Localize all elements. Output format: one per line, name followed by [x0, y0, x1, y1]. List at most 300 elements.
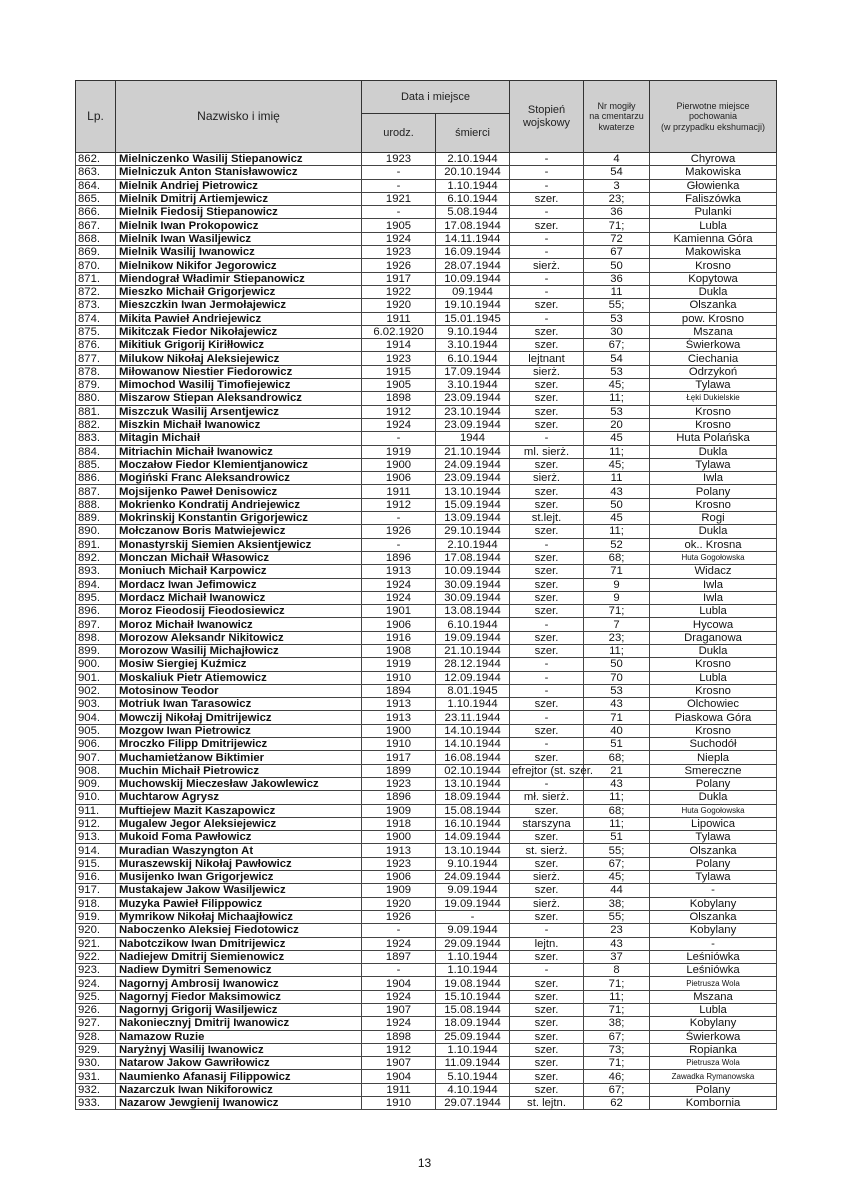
- row-lp: 894.: [76, 578, 116, 591]
- header-name: Nazwisko i imię: [116, 81, 362, 153]
- table-row: [76, 352, 777, 365]
- row-rank: st.lejt.: [510, 512, 584, 525]
- row-original-burial: Krosno: [650, 405, 777, 418]
- row-name: Miszarow Stiepan Aleksandrowicz: [116, 392, 362, 405]
- row-name: Muchtarow Agrysz: [116, 791, 362, 804]
- row-lp: 875.: [76, 325, 116, 338]
- row-name: Mieszko Michaił Grigorjewicz: [116, 285, 362, 298]
- row-original-burial: Polany: [650, 857, 777, 870]
- row-grave: 68;: [584, 804, 650, 817]
- row-lp: 922.: [76, 950, 116, 963]
- row-death: 20.10.1944: [436, 166, 510, 179]
- row-lp: 931.: [76, 1070, 116, 1083]
- row-birth: 1906: [362, 472, 436, 485]
- row-death: 17.08.1944: [436, 551, 510, 564]
- row-lp: 878.: [76, 365, 116, 378]
- row-grave: 44: [584, 884, 650, 897]
- table-row: [76, 445, 777, 458]
- table-row: [76, 605, 777, 618]
- row-grave: 53: [584, 405, 650, 418]
- row-rank: lejtn.: [510, 937, 584, 950]
- row-birth: 1922: [362, 285, 436, 298]
- row-death: 19.08.1944: [436, 977, 510, 990]
- row-rank: szer.: [510, 990, 584, 1003]
- row-name: Nagornyj Fiedor Maksimowicz: [116, 990, 362, 1003]
- row-rank: szer.: [510, 565, 584, 578]
- row-original-burial: Dukla: [650, 525, 777, 538]
- row-grave: 55;: [584, 299, 650, 312]
- row-death: 10.09.1944: [436, 565, 510, 578]
- row-lp: 926.: [76, 1004, 116, 1017]
- row-name: Miszkin Michaił Iwanowicz: [116, 418, 362, 431]
- row-rank: szer.: [510, 751, 584, 764]
- row-rank: szer.: [510, 977, 584, 990]
- row-death: 14.11.1944: [436, 232, 510, 245]
- row-lp: 911.: [76, 804, 116, 817]
- row-name: Nazarow Jewgienij Iwanowicz: [116, 1097, 362, 1110]
- row-birth: 1894: [362, 684, 436, 697]
- row-original-burial: Pietrusza Wola: [650, 977, 777, 990]
- row-rank: -: [510, 924, 584, 937]
- row-grave: 43: [584, 485, 650, 498]
- row-name: Mokrienko Kondratij Andriejewicz: [116, 498, 362, 511]
- row-lp: 897.: [76, 618, 116, 631]
- row-rank: szer.: [510, 551, 584, 564]
- row-grave: 36: [584, 272, 650, 285]
- table-row: [76, 884, 777, 897]
- row-lp: 912.: [76, 817, 116, 830]
- table-row: [76, 192, 777, 205]
- row-original-burial: Kobylany: [650, 1017, 777, 1030]
- row-lp: 879.: [76, 379, 116, 392]
- row-name: Nakoniecznyj Dmitrij Iwanowicz: [116, 1017, 362, 1030]
- row-original-burial: Tylawa: [650, 831, 777, 844]
- row-grave: 67;: [584, 1030, 650, 1043]
- row-lp: 916.: [76, 871, 116, 884]
- row-original-burial: Olchowiec: [650, 698, 777, 711]
- row-grave: 67;: [584, 339, 650, 352]
- row-original-burial: Rogi: [650, 512, 777, 525]
- table-row: [76, 871, 777, 884]
- row-grave: 67;: [584, 857, 650, 870]
- row-grave: 11;: [584, 791, 650, 804]
- row-grave: 54: [584, 352, 650, 365]
- row-death: 19.10.1944: [436, 299, 510, 312]
- row-death: 15.08.1944: [436, 1004, 510, 1017]
- row-original-burial: Leśniówka: [650, 964, 777, 977]
- row-grave: 43: [584, 937, 650, 950]
- row-grave: 68;: [584, 551, 650, 564]
- row-rank: szer.: [510, 339, 584, 352]
- row-rank: st. lejtn.: [510, 1097, 584, 1110]
- row-rank: szer.: [510, 857, 584, 870]
- table-row: [76, 285, 777, 298]
- table-row: [76, 525, 777, 538]
- row-rank: szer.: [510, 379, 584, 392]
- row-death: 28.12.1944: [436, 658, 510, 671]
- row-birth: 1912: [362, 498, 436, 511]
- row-original-burial: Łęki Dukielskie: [650, 392, 777, 405]
- row-birth: 1912: [362, 405, 436, 418]
- row-grave: 11;: [584, 990, 650, 1003]
- row-grave: 4: [584, 153, 650, 166]
- table-row: [76, 166, 777, 179]
- table-row: [76, 1083, 777, 1096]
- row-grave: 20: [584, 418, 650, 431]
- row-name: Mikita Pawieł Andriejewicz: [116, 312, 362, 325]
- row-original-burial: pow. Krosno: [650, 312, 777, 325]
- row-rank: szer.: [510, 605, 584, 618]
- row-name: Namazow Ruzie: [116, 1030, 362, 1043]
- row-rank: szer.: [510, 631, 584, 644]
- row-name: Mielniczenko Wasilij Stiepanowicz: [116, 153, 362, 166]
- row-grave: 43: [584, 698, 650, 711]
- row-original-burial: Kamienna Góra: [650, 232, 777, 245]
- row-death: 6.10.1944: [436, 618, 510, 631]
- table-row: [76, 472, 777, 485]
- row-lp: 892.: [76, 551, 116, 564]
- row-name: Natarow Jakow Gawriłowicz: [116, 1057, 362, 1070]
- row-rank: szer.: [510, 831, 584, 844]
- row-death: 16.10.1944: [436, 817, 510, 830]
- table-row: [76, 990, 777, 1003]
- row-original-burial: Krosno: [650, 658, 777, 671]
- row-rank: -: [510, 432, 584, 445]
- row-grave: 7: [584, 618, 650, 631]
- table-row: [76, 179, 777, 192]
- row-original-burial: Polany: [650, 1083, 777, 1096]
- row-name: Muradian Waszyngton At: [116, 844, 362, 857]
- row-grave: 68;: [584, 751, 650, 764]
- row-death: 1.10.1944: [436, 698, 510, 711]
- row-original-burial: Dukla: [650, 791, 777, 804]
- row-birth: 1916: [362, 631, 436, 644]
- table-row: [76, 937, 777, 950]
- row-death: 23.11.1944: [436, 711, 510, 724]
- table-row: [76, 738, 777, 751]
- row-birth: 1924: [362, 418, 436, 431]
- header-date-place: Data i miejsce: [362, 81, 510, 114]
- row-lp: 890.: [76, 525, 116, 538]
- row-name: Mitagin Michaił: [116, 432, 362, 445]
- row-birth: 1905: [362, 219, 436, 232]
- row-rank: szer.: [510, 192, 584, 205]
- row-lp: 874.: [76, 312, 116, 325]
- row-lp: 903.: [76, 698, 116, 711]
- table-row: [76, 831, 777, 844]
- row-lp: 884.: [76, 445, 116, 458]
- row-rank: szer.: [510, 418, 584, 431]
- row-birth: -: [362, 432, 436, 445]
- row-name: Mroczko Filipp Dmitrijewicz: [116, 738, 362, 751]
- row-birth: 1917: [362, 272, 436, 285]
- row-rank: szer.: [510, 804, 584, 817]
- row-original-burial: Mszana: [650, 325, 777, 338]
- row-original-burial: Leśniówka: [650, 950, 777, 963]
- table-row: [76, 1043, 777, 1056]
- row-death: 5.08.1944: [436, 206, 510, 219]
- row-original-burial: -: [650, 937, 777, 950]
- row-grave: 3: [584, 179, 650, 192]
- table-row: [76, 565, 777, 578]
- header-orig-line-1: Pierwotne miejsce: [676, 100, 750, 111]
- row-name: Muraszewskij Nikołaj Pawłowicz: [116, 857, 362, 870]
- row-birth: 1923: [362, 777, 436, 790]
- row-name: Moniuch Michaił Karpowicz: [116, 565, 362, 578]
- row-name: Miendograł Władimir Stiepanowicz: [116, 272, 362, 285]
- row-lp: 902.: [76, 684, 116, 697]
- row-original-burial: Mszana: [650, 990, 777, 1003]
- table-row: [76, 299, 777, 312]
- row-rank: -: [510, 312, 584, 325]
- row-death: 6.10.1944: [436, 352, 510, 365]
- row-rank: -: [510, 684, 584, 697]
- row-death: 30.09.1944: [436, 591, 510, 604]
- row-original-burial: Makowiska: [650, 246, 777, 259]
- row-lp: 919.: [76, 910, 116, 923]
- row-grave: 8: [584, 964, 650, 977]
- row-lp: 913.: [76, 831, 116, 844]
- row-original-burial: Ropianka: [650, 1043, 777, 1056]
- row-birth: 1919: [362, 445, 436, 458]
- row-name: Mikitiuk Grigorij Kiriłłowicz: [116, 339, 362, 352]
- row-death: 29.07.1944: [436, 1097, 510, 1110]
- table-row: [76, 950, 777, 963]
- row-birth: 1904: [362, 977, 436, 990]
- row-birth: 1897: [362, 950, 436, 963]
- row-rank: szer.: [510, 219, 584, 232]
- row-original-burial: Huta Gogołowska: [650, 551, 777, 564]
- row-birth: 1923: [362, 153, 436, 166]
- row-grave: 72: [584, 232, 650, 245]
- row-grave: 71;: [584, 977, 650, 990]
- row-grave: 40: [584, 724, 650, 737]
- row-birth: 1924: [362, 578, 436, 591]
- row-lp: 869.: [76, 246, 116, 259]
- row-original-burial: Dukla: [650, 644, 777, 657]
- table-row: [76, 857, 777, 870]
- table-row: [76, 698, 777, 711]
- row-rank: -: [510, 738, 584, 751]
- row-original-burial: Iwla: [650, 591, 777, 604]
- table-row: [76, 485, 777, 498]
- row-death: 8.01.1945: [436, 684, 510, 697]
- row-lp: 864.: [76, 179, 116, 192]
- row-death: 25.09.1944: [436, 1030, 510, 1043]
- row-name: Muchowskij Mieczesław Jakowlewicz: [116, 777, 362, 790]
- row-death: 1944: [436, 432, 510, 445]
- row-lp: 880.: [76, 392, 116, 405]
- row-death: 16.08.1944: [436, 751, 510, 764]
- row-birth: 1904: [362, 1070, 436, 1083]
- row-lp: 867.: [76, 219, 116, 232]
- row-birth: 1911: [362, 312, 436, 325]
- row-lp: 865.: [76, 192, 116, 205]
- row-rank: -: [510, 166, 584, 179]
- row-lp: 908.: [76, 764, 116, 777]
- table-row: [76, 578, 777, 591]
- row-birth: -: [362, 206, 436, 219]
- row-birth: 1924: [362, 937, 436, 950]
- row-grave: 51: [584, 738, 650, 751]
- row-death: 2.10.1944: [436, 538, 510, 551]
- row-rank: st. sierż.: [510, 844, 584, 857]
- row-name: Monczan Michaił Własowicz: [116, 551, 362, 564]
- row-death: 11.09.1944: [436, 1057, 510, 1070]
- row-death: 19.09.1944: [436, 897, 510, 910]
- row-death: 14.10.1944: [436, 724, 510, 737]
- row-birth: 1923: [362, 857, 436, 870]
- row-grave: 11;: [584, 445, 650, 458]
- row-birth: 1912: [362, 1043, 436, 1056]
- row-original-burial: Dukla: [650, 285, 777, 298]
- row-name: Muchamietżanow Biktimier: [116, 751, 362, 764]
- row-death: 13.10.1944: [436, 844, 510, 857]
- table-row: [76, 671, 777, 684]
- row-original-burial: Pulanki: [650, 206, 777, 219]
- row-name: Mymrikow Nikołaj Michaajłowicz: [116, 910, 362, 923]
- table-row: [76, 1030, 777, 1043]
- row-birth: 1910: [362, 1097, 436, 1110]
- row-birth: 1908: [362, 644, 436, 657]
- row-rank: sierż.: [510, 871, 584, 884]
- row-rank: szer.: [510, 1070, 584, 1083]
- row-name: Nadiew Dymitri Semenowicz: [116, 964, 362, 977]
- row-name: Mielnik Wasilij Iwanowicz: [116, 246, 362, 259]
- row-original-burial: Polany: [650, 777, 777, 790]
- table-row: [76, 232, 777, 245]
- row-birth: 1924: [362, 990, 436, 1003]
- row-birth: 1915: [362, 365, 436, 378]
- burial-register-table: [75, 80, 777, 1110]
- row-lp: 918.: [76, 897, 116, 910]
- row-name: Mojsijenko Paweł Denisowicz: [116, 485, 362, 498]
- row-death: 15.01.1945: [436, 312, 510, 325]
- row-original-burial: Kobylany: [650, 897, 777, 910]
- row-original-burial: Kombornia: [650, 1097, 777, 1110]
- row-name: Naboczenko Aleksiej Fiedotowicz: [116, 924, 362, 937]
- row-original-burial: Widacz: [650, 565, 777, 578]
- row-grave: 11;: [584, 525, 650, 538]
- row-name: Mielnik Andriej Pietrowicz: [116, 179, 362, 192]
- row-lp: 896.: [76, 605, 116, 618]
- row-original-burial: Krosno: [650, 259, 777, 272]
- row-grave: 71;: [584, 605, 650, 618]
- row-name: Mugalew Jegor Aleksiejewicz: [116, 817, 362, 830]
- row-death: 9.10.1944: [436, 325, 510, 338]
- row-grave: 52: [584, 538, 650, 551]
- row-original-burial: Krosno: [650, 684, 777, 697]
- table-row: [76, 432, 777, 445]
- row-birth: 1900: [362, 458, 436, 471]
- row-rank: -: [510, 658, 584, 671]
- table-row: [76, 897, 777, 910]
- row-original-burial: Krosno: [650, 724, 777, 737]
- row-birth: -: [362, 964, 436, 977]
- row-name: Mielnik Fiedosij Stiepanowicz: [116, 206, 362, 219]
- row-rank: szer.: [510, 299, 584, 312]
- row-original-burial: Świerkowa: [650, 339, 777, 352]
- row-rank: sierż.: [510, 365, 584, 378]
- table-row: [76, 379, 777, 392]
- row-lp: 888.: [76, 498, 116, 511]
- row-original-burial: Smereczne: [650, 764, 777, 777]
- row-name: Mimochod Wasilij Timofiejewicz: [116, 379, 362, 392]
- row-lp: 891.: [76, 538, 116, 551]
- table-row: [76, 924, 777, 937]
- row-name: Mielnik Iwan Prokopowicz: [116, 219, 362, 232]
- row-rank: szer.: [510, 1017, 584, 1030]
- row-rank: -: [510, 246, 584, 259]
- row-name: Mieszczkin Iwan Jermołajewicz: [116, 299, 362, 312]
- row-lp: 870.: [76, 259, 116, 272]
- row-original-burial: Piaskowa Góra: [650, 711, 777, 724]
- row-death: 12.09.1944: [436, 671, 510, 684]
- row-original-burial: Lubla: [650, 1004, 777, 1017]
- row-original-burial: Lipowica: [650, 817, 777, 830]
- row-death: 28.07.1944: [436, 259, 510, 272]
- table-row: [76, 804, 777, 817]
- table-row: [76, 392, 777, 405]
- row-name: Musijenko Iwan Grigorjewicz: [116, 871, 362, 884]
- row-death: 21.10.1944: [436, 445, 510, 458]
- row-birth: 1913: [362, 565, 436, 578]
- row-rank: sierż.: [510, 897, 584, 910]
- row-grave: 67;: [584, 1083, 650, 1096]
- table-row: [76, 219, 777, 232]
- row-rank: sierż.: [510, 259, 584, 272]
- table-row: [76, 325, 777, 338]
- row-death: 4.10.1944: [436, 1083, 510, 1096]
- table-row: [76, 206, 777, 219]
- header-original-burial: [650, 81, 777, 153]
- row-lp: 914.: [76, 844, 116, 857]
- row-grave: 30: [584, 325, 650, 338]
- header-lp: Lp.: [76, 81, 116, 153]
- row-lp: 904.: [76, 711, 116, 724]
- row-rank: -: [510, 964, 584, 977]
- row-name: Morozow Aleksandr Nikitowicz: [116, 631, 362, 644]
- row-original-burial: Dukla: [650, 445, 777, 458]
- row-name: Nadiejew Dmitrij Siemienowicz: [116, 950, 362, 963]
- row-grave: 38;: [584, 1017, 650, 1030]
- row-rank: szer.: [510, 405, 584, 418]
- row-rank: -: [510, 206, 584, 219]
- row-rank: -: [510, 538, 584, 551]
- table-body: [76, 153, 777, 1110]
- row-original-burial: Ciechania: [650, 352, 777, 365]
- row-death: 2.10.1944: [436, 153, 510, 166]
- row-birth: -: [362, 179, 436, 192]
- burial-register-table-wrapper: [75, 80, 776, 1110]
- row-death: 24.09.1944: [436, 871, 510, 884]
- row-name: Moroz Michaił Iwanowicz: [116, 618, 362, 631]
- row-rank: -: [510, 618, 584, 631]
- row-death: 9.10.1944: [436, 857, 510, 870]
- row-grave: 51: [584, 831, 650, 844]
- table-row: [76, 1097, 777, 1110]
- row-grave: 55;: [584, 844, 650, 857]
- row-death: 9.09.1944: [436, 924, 510, 937]
- row-birth: 1913: [362, 711, 436, 724]
- row-lp: 893.: [76, 565, 116, 578]
- row-birth: 1899: [362, 764, 436, 777]
- row-grave: 71: [584, 565, 650, 578]
- row-original-burial: Krosno: [650, 418, 777, 431]
- row-name: Moczałow Fiedor Klemientjanowicz: [116, 458, 362, 471]
- row-original-burial: Niepla: [650, 751, 777, 764]
- row-grave: 67: [584, 246, 650, 259]
